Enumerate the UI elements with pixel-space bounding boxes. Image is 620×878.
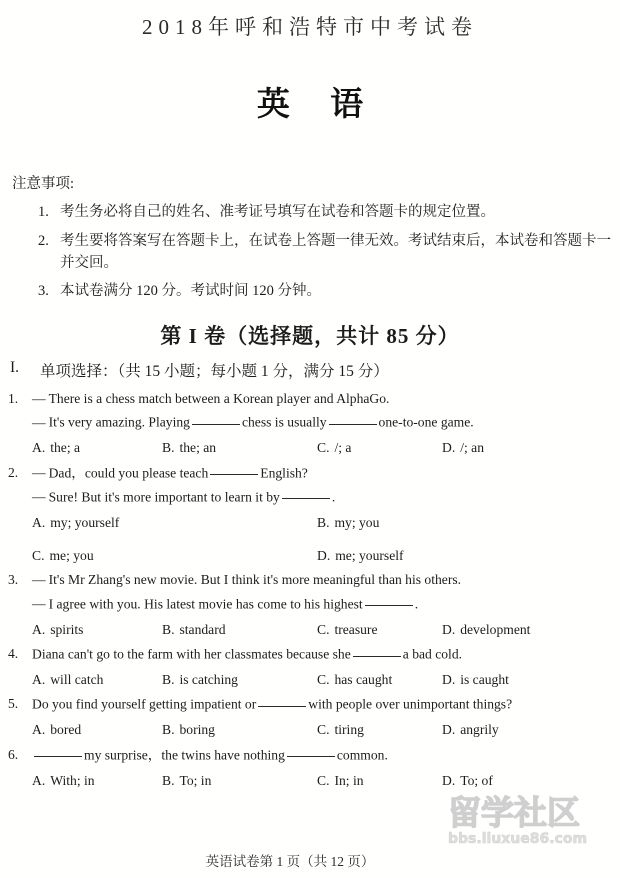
option-indent [8,620,32,640]
option-d[interactable] [442,438,620,458]
question-line [0,463,620,484]
option-indent [8,720,32,740]
option-text: /; a [334,440,352,456]
question-line [0,594,620,615]
question-line [0,644,620,665]
option-key: B. [162,671,175,687]
answer-blank [365,594,413,607]
dialogue-dash: — [32,596,46,612]
question-number: 2. [8,464,19,480]
dialogue-dash: — [32,572,46,588]
question-item [0,463,620,567]
option-row [0,438,620,458]
option-text: angrily [460,722,499,738]
option-b[interactable] [162,620,317,640]
option-row [0,771,620,791]
option-b[interactable] [162,670,317,690]
option-a[interactable] [32,720,162,740]
option-group [32,620,620,640]
option-text: treasure [334,621,378,637]
answer-blank [282,487,330,500]
question-line [0,487,620,508]
question-number: 4. [8,646,19,661]
option-key: C. [317,671,330,687]
option-key: A. [32,772,46,788]
option-indent [8,438,32,458]
option-text: development [460,621,531,637]
option-key: A. [32,514,46,530]
option-c[interactable] [317,620,442,640]
option-text: me; yourself [335,547,404,563]
notice-item-number: 3. [38,283,49,300]
option-key: B. [162,621,175,637]
option-key: D. [442,440,456,456]
option-b[interactable] [162,771,317,791]
question-segment: my surprise，the twins have nothing [84,747,285,763]
question-text [32,463,620,484]
question-segment: chess is usually [241,414,327,430]
option-b[interactable] [162,438,317,458]
option-key: A. [32,440,46,456]
dialogue-dash: — [32,390,46,406]
question-item [0,745,620,791]
option-text: is caught [460,671,509,687]
option-d[interactable] [442,620,620,640]
option-text: will catch [50,671,104,687]
question-segment: English? [260,465,308,481]
option-a[interactable] [32,620,162,640]
option-a[interactable] [32,670,162,690]
question-segment: Sure! But it's more important to learn it by [48,489,280,505]
notice-item-text: 考生务必将自己的姓名、准考证号填写在试卷和答题卡的规定位置。 [60,204,495,221]
question-segment: It's very amazing. Playing [48,414,190,430]
option-key: B. [162,772,175,788]
option-key: C. [32,547,45,563]
section-heading [0,359,620,381]
option-row [0,513,620,567]
question-segment: There is a chess match between a Korean player and AlphaGo. [48,390,390,406]
question-segment: common. [336,747,388,763]
option-c[interactable] [32,546,317,566]
option-text: tiring [334,722,364,738]
answer-blank [192,412,240,425]
option-a[interactable] [32,513,317,533]
option-text: standard [179,621,226,637]
dialogue-dash: — [32,465,46,481]
option-key: A. [32,671,46,687]
option-key: D. [442,671,456,687]
question-segment: Do you find yourself getting impatient or [32,696,257,712]
question-number: 6. [8,746,19,762]
answer-blank [287,745,335,758]
option-row [0,720,620,740]
question-number: 5. [8,696,19,712]
question-line [0,745,620,766]
option-key: B. [162,722,175,738]
notice-item-text: 考生要将答案写在答题卡上，在试卷上答题一律无效。考试结束后，本试卷和答题卡一并交回。 [60,232,611,271]
option-indent [8,771,32,791]
question-number: 1. [8,390,19,406]
answer-blank [210,463,258,476]
option-text: my; you [334,514,380,530]
option-key: D. [442,621,456,637]
option-d[interactable] [442,720,620,740]
option-text: bored [50,722,82,738]
option-d[interactable] [442,670,620,690]
question-text [32,594,620,615]
option-key: A. [32,621,46,637]
option-group [32,720,620,740]
question-text [32,412,620,433]
option-key: C. [317,772,330,788]
notice-item [12,201,620,223]
option-text: /; an [460,440,485,456]
question-text [32,487,620,508]
watermark-main-text: 留学社区 [448,793,580,832]
option-key: C. [317,722,330,738]
option-c[interactable] [317,670,442,690]
option-text: my; yourself [50,514,120,530]
option-key: C. [317,621,330,637]
notice-heading: 注意事项: [12,176,75,192]
question-segment: a bad cold. [402,646,463,662]
exam-title: 2018年呼和浩特市中考试卷 [142,15,478,39]
option-key: C. [317,440,330,456]
option-row [0,670,620,690]
dialogue-dash: — [32,489,46,505]
notice-item-number: 1. [38,204,49,221]
question-segment: with people over unimportant things? [308,696,513,712]
option-group [32,670,620,690]
notice-item-number: 2. [38,232,49,249]
option-text: To; in [179,772,212,788]
notice-block [0,173,620,303]
answer-blank [329,412,377,425]
question-number: 3. [8,572,19,588]
option-c[interactable] [317,771,442,791]
option-d[interactable] [442,771,620,791]
option-text: has caught [334,671,393,687]
option-b[interactable] [317,513,620,533]
question-text [32,570,620,590]
question-segment: . [414,596,419,612]
question-line [0,412,620,433]
option-a[interactable] [32,438,162,458]
notice-item [12,280,620,302]
question-segment: It's Mr Zhang's new movie. But I think it's more meaningful than his others. [48,572,462,588]
subject-title: 英 语 [256,87,380,123]
watermark-url-text: bbs.liuxue86.com [448,831,588,847]
question-segment: Dad，could you please teach [48,465,209,481]
option-text: In; in [334,772,364,788]
question-text [32,745,620,766]
question-segment: I agree with you. His latest movie has come to his highest [48,596,363,612]
page-footer: 英语试卷第 1 页（共 12 页） [205,854,375,869]
question-line [0,570,620,590]
option-c[interactable] [317,720,442,740]
option-text: With; in [50,772,95,788]
notice-item [12,230,620,275]
part-heading: 第 I 卷（选择题，共计 85 分） [160,323,460,348]
dialogue-dash: — [32,414,46,430]
option-key: A. [32,722,46,738]
option-group [32,438,620,458]
option-indent [8,513,32,567]
option-key: D. [317,547,331,563]
option-group [32,771,620,791]
option-b[interactable] [162,720,317,740]
answer-blank [353,644,401,657]
option-text: boring [179,722,215,738]
option-key: B. [317,514,330,530]
question-list [0,389,620,791]
question-item [0,570,620,640]
question-segment: Diana can't go to the farm with her classmates because she [32,646,351,662]
option-d[interactable] [317,546,620,566]
section-marker: I. [10,358,20,376]
notice-item-text: 本试卷满分 120 分。考试时间 120 分钟。 [60,283,321,300]
answer-blank [258,694,306,707]
option-key: D. [442,722,456,738]
question-segment: . [331,489,336,505]
option-key: D. [442,772,456,788]
option-key: B. [162,440,175,456]
section-title: 单项选择：（共 15 小题；每小题 1 分，满分 15 分） [40,362,389,380]
option-text: me; you [49,547,94,563]
option-indent [8,670,32,690]
answer-blank [34,745,82,758]
option-a[interactable] [32,771,162,791]
option-text: To; of [460,772,493,788]
option-group [32,513,620,567]
option-c[interactable] [317,438,442,458]
option-text: is catching [179,671,238,687]
question-line [0,694,620,715]
notice-list [12,201,620,303]
option-text: the; an [179,440,217,456]
question-item [0,694,620,740]
question-item [0,644,620,690]
question-segment: one-to-one game. [378,414,474,430]
question-text [32,644,620,665]
option-row [0,620,620,640]
question-line [0,389,620,409]
option-text: the; a [50,440,81,456]
option-text: spirits [50,621,84,637]
question-text [32,389,620,409]
question-item [0,389,620,459]
question-text [32,694,620,715]
